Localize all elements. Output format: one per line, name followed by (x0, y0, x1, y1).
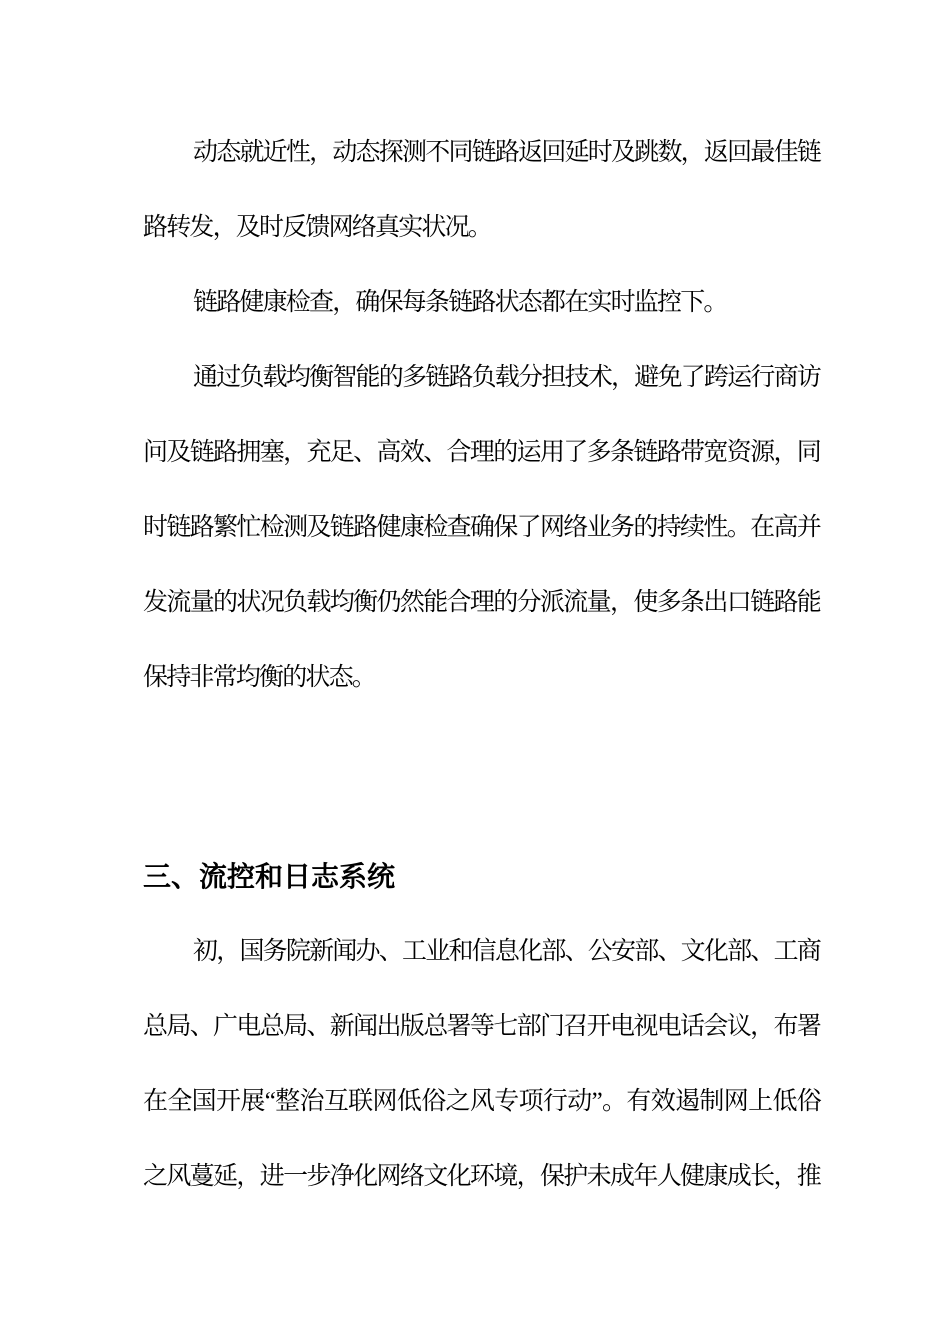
paragraph-line: 之风蔓延，进一步净化网络文化环境，保护未成年人健康成长，推 (143, 1163, 820, 1190)
paragraph-line: 动态就近性，动态探测不同链路返回延时及跳数，返回最佳链 (193, 139, 820, 166)
paragraph-line: 初，国务院新闻办、工业和信息化部、公安部、文化部、工商 (193, 938, 820, 965)
paragraph-line: 发流量的状况负载均衡仍然能合理的分派流量，使多条出口链路能 (143, 589, 820, 616)
paragraph (143, 340, 820, 715)
paragraph-line: 保持非常均衡的状态。 (143, 664, 376, 691)
paragraph (143, 265, 820, 340)
paragraph-line: 链路健康检查，确保每条链路状态都在实时监控下。 (193, 289, 727, 316)
paragraph-line: 问及链路拥塞，充足、高效、合理的运用了多条链路带宽资源，同 (143, 439, 820, 466)
paragraph-line: 通过负载均衡智能的多链路负载分担技术，避免了跨运行商访 (193, 364, 820, 391)
paragraph-line: 路转发，及时反馈网络真实状况。 (143, 214, 492, 241)
paragraph-line: 时链路繁忙检测及链路健康检查确保了网络业务的持续性。在高并 (143, 514, 820, 541)
paragraph-line: 在全国开展“整治互联网低俗之风专项行动”。有效遏制网上低俗 (143, 1088, 820, 1115)
paragraph-line: 总局、广电总局、新闻出版总署等七部门召开电视电话会议，布署 (143, 1013, 820, 1040)
paragraph (143, 115, 820, 265)
paragraph (143, 914, 820, 1214)
section-heading: 三、流控和日志系统 (143, 861, 396, 892)
